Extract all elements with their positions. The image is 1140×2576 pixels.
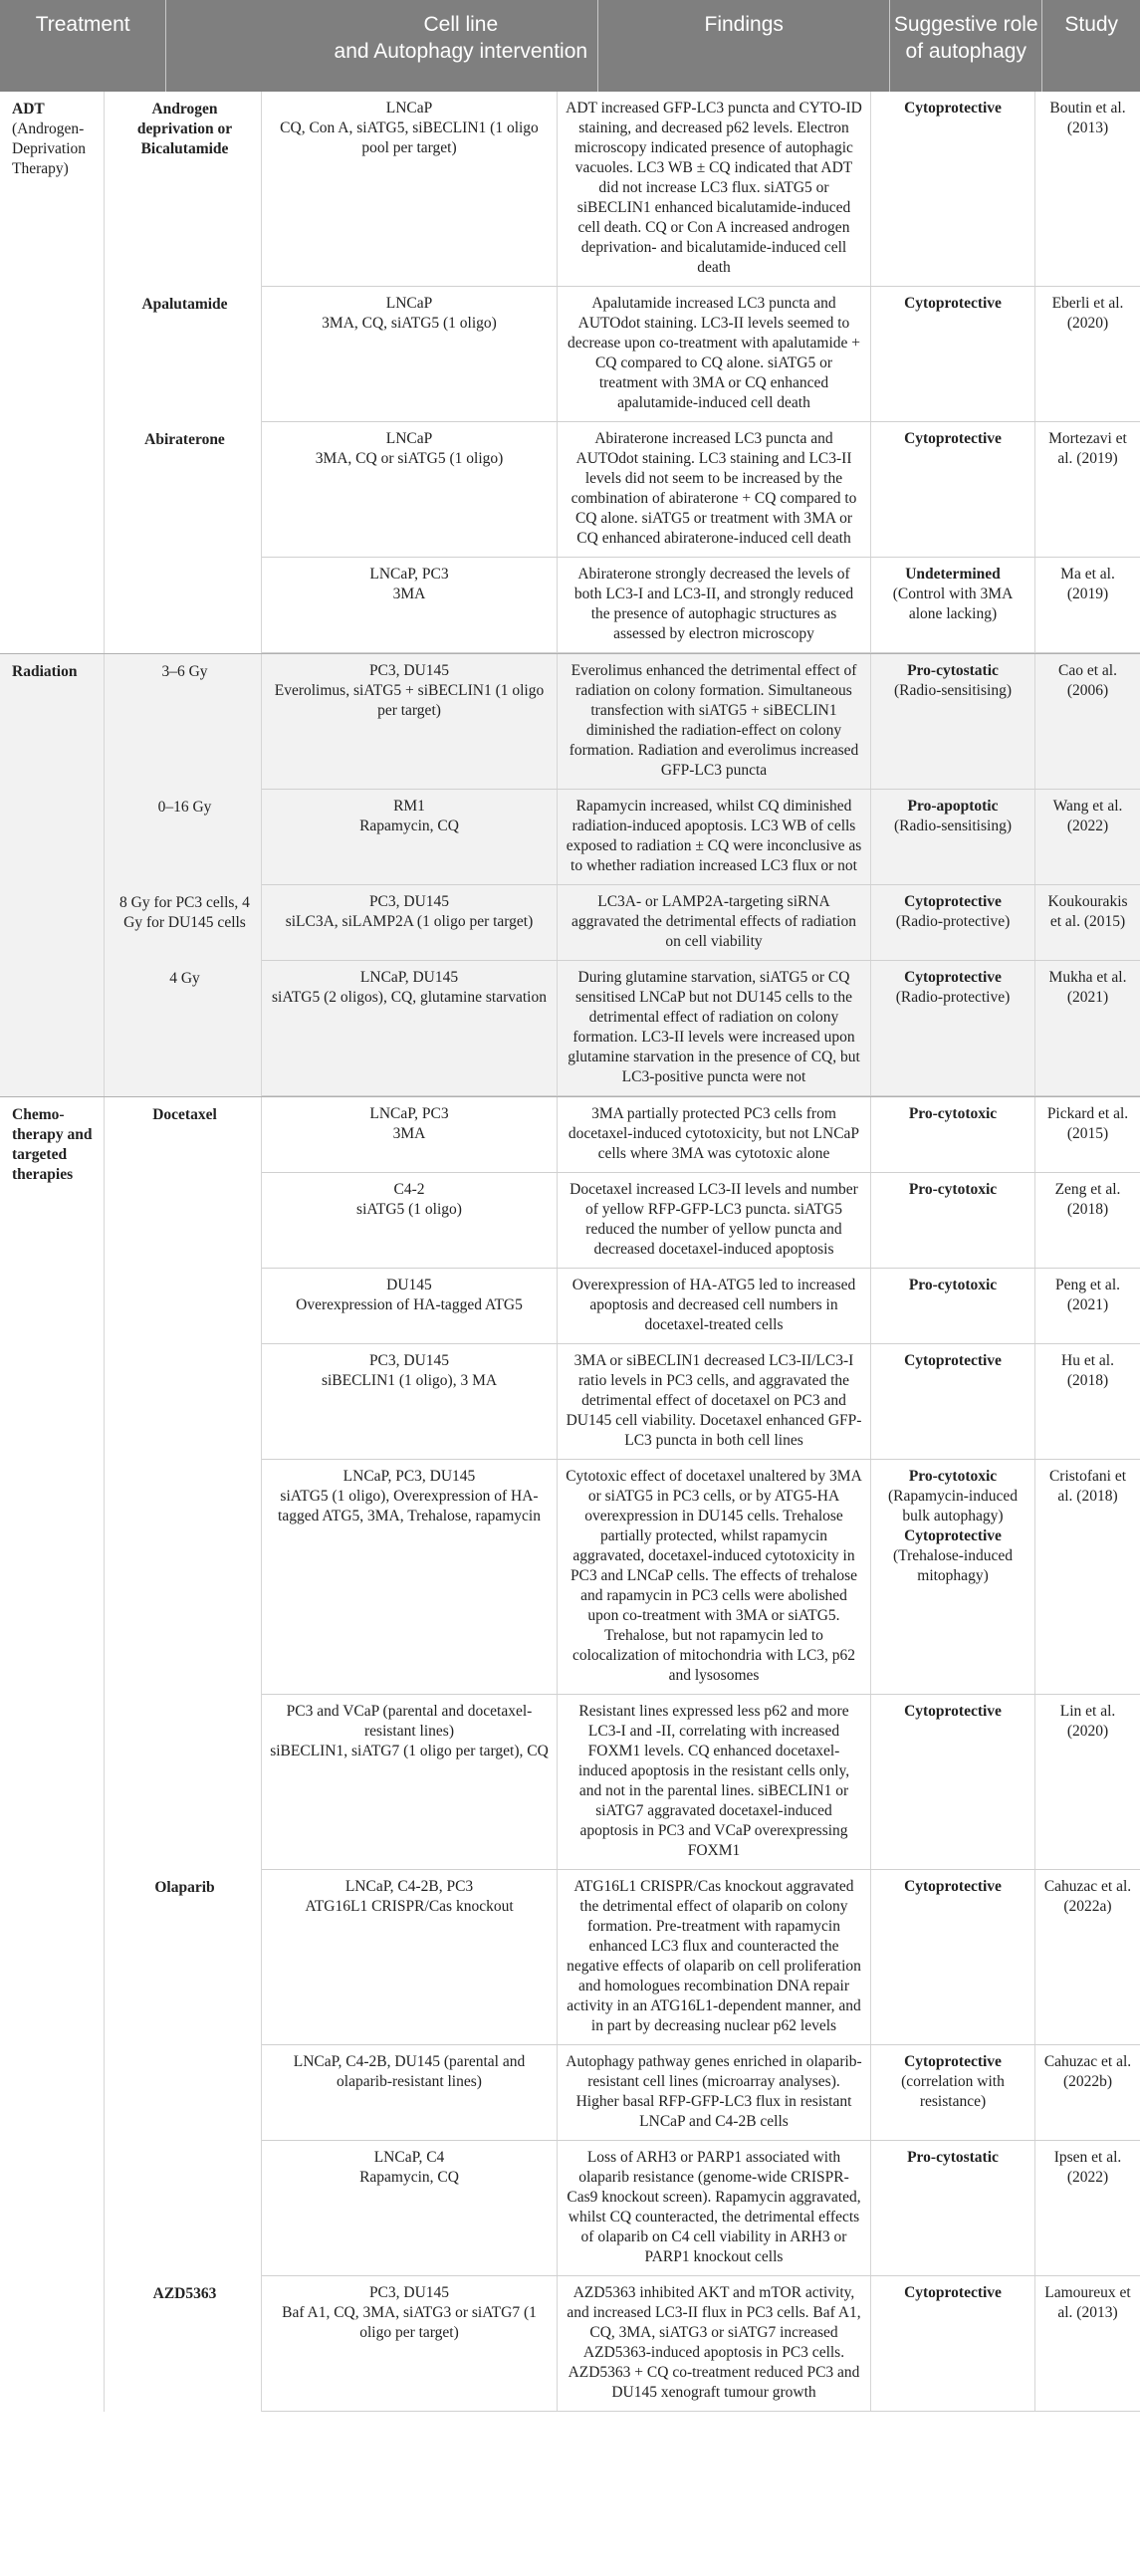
cell-line-line: siBECLIN1, siATG7 (1 oligo per target), CQ [270,1743,549,1759]
cell-line-line: 3MA [392,1125,426,1142]
table-row [262,2045,1140,2141]
role-note-2: (Trehalose-induced mitophagy) [893,1547,1013,1584]
cell-line-line: 3MA, CQ or siATG5 (1 oligo) [315,450,504,467]
findings: Abiraterone strongly decreased the levels of both LC3-I and LC3-II, and strongly reduced the presence of autophagic structures as assessed by electron microscopy [558,558,871,652]
drug-name: 4 Gy [105,961,262,1096]
drug-rows [262,654,1140,790]
cell-line-line: LNCaP, C4-2B, PC3 [344,1878,474,1895]
table-row [262,2141,1140,2276]
role-note: (Radio-protective) [895,989,1011,1006]
cell-line-intervention [262,1460,558,1694]
study-citation: Koukourakis et al. (2015) [1047,893,1128,930]
drug-rows [262,1870,1140,2276]
drug-name: 8 Gy for PC3 cells, 4 Gy for DU145 cells [105,885,262,961]
drug-name: Abiraterone [105,422,262,653]
cell-line-line: Overexpression of HA-tagged ATG5 [296,1296,523,1313]
role-label: Pro-cytostatic [907,2149,999,2166]
cell-line-intervention [262,2276,558,2411]
autophagy-role [871,1269,1035,1343]
study-citation: Eberli et al. (2020) [1051,295,1124,332]
findings: Loss of ARH3 or PARP1 associated with olaparib resistance (genome-wide CRISPR-Cas9 knockout screen). Rapamycin aggravated, whilst CQ counteracted, the detrimental effects of olaparib on C4 cell viability in ARH3 or PARP1 knockout cells [558,2141,871,2275]
cell-line-intervention [262,885,558,960]
drug-rows [262,422,1140,653]
findings: ADT increased GFP-LC3 puncta and CYTO-ID staining, and decreased p62 levels. Electron microscopy indicated presence of autophagic vacuoles. LC3 WB ± CQ indicated that ADT did not increase LC3 flux. siATG5 or siBECLIN1 enhanced bicalutamide-induced cell death. CQ or Con A increased androgen deprivation- and bicalutamide-induced cell death [558,92,871,286]
findings: During glutamine starvation, siATG5 or CQ sensitised LNCaP but not DU145 cells to the detrimental effect of radiation on colony formation. LC3-II levels were increased upon glutamine starvation in the presence of CQ, but LC3-positive puncta were not [558,961,871,1095]
drug-block [105,1870,1140,2276]
cell-line-line: Rapamycin, CQ [359,818,459,834]
role-label: Cytoprotective [904,893,1002,910]
autophagy-role [871,2276,1035,2411]
study-citation: Ma et al. (2019) [1060,566,1115,602]
findings: Apalutamide increased LC3 puncta and AUTOdot staining. LC3-II levels seemed to decrease upon co-treatment with apalutamide + CQ compared to CQ alone. siATG5 or treatment with 3MA or CQ enhanced apalutamide-induced cell death [558,287,871,421]
cell-line-line: LNCaP [385,100,433,117]
treatment-name: ADT [12,101,45,117]
table-row [262,1870,1140,2045]
drug-block [105,287,1140,422]
table-row [262,2276,1140,2412]
autophagy-role [871,422,1035,557]
findings: 3MA partially protected PC3 cells from docetaxel-induced cytotoxicity, but not LNCaP cells where 3MA was cytotoxic alone [558,1097,871,1172]
cell-line-intervention [262,654,558,789]
role-label: Cytoprotective [904,2284,1002,2301]
header-cell-line [324,0,598,92]
cell-line-line: PC3, DU145 [368,2284,450,2301]
study-citation: Cahuzac et al. (2022a) [1043,1878,1132,1915]
autophagy-role [871,1870,1035,2044]
role-label: Pro-cytotoxic [908,1468,998,1485]
autophagy-role [871,2045,1035,2140]
drug-name: 0–16 Gy [105,790,262,885]
header-role [890,0,1042,92]
role-label: Pro-cytostatic [907,662,999,679]
header-findings: Findings [598,0,890,92]
cell-line-line: Rapamycin, CQ [359,2169,459,2186]
table-row [262,1269,1140,1344]
role-label: Pro-cytotoxic [908,1181,998,1198]
cell-line-intervention [262,422,558,557]
treatment-label [0,1097,105,2412]
drug-rows [262,885,1140,961]
autophagy-role [871,1695,1035,1869]
role-label: Pro-apoptotic [907,798,999,815]
role-note: (Radio-sensitising) [894,682,1012,699]
drug-name: Olaparib [105,1870,262,2276]
cell-line-intervention [262,1870,558,2044]
table-row [262,422,1140,558]
cell-line-line: LNCaP, C4-2B, DU145 (parental and olaparib-resistant lines) [293,2053,526,2090]
treatment-label [0,654,105,1096]
findings: AZD5363 inhibited AKT and mTOR activity, and increased LC3-II flux in PC3 cells. Baf A1, CQ, 3MA, siATG3 or siATG7 increased AZD5363-induced apoptosis in PC3 cells. AZD5363 + CQ co-treatment reduced PC3 and DU145 xenograft tumour growth [558,2276,871,2411]
findings: Rapamycin increased, whilst CQ diminished radiation-induced apoptosis. LC3 WB of cells exposed to radiation ± CQ were inconclusive as to whether radiation increased LC3 flux or not [558,790,871,884]
cell-line-line: PC3 and VCaP (parental and docetaxel-resistant lines) [286,1703,533,1740]
cell-line-line: CQ, Con A, siATG5, siBECLIN1 (1 oligo pool per target) [280,119,539,156]
autophagy-role [871,1344,1035,1459]
study-citation: Cristofani et al. (2018) [1048,1468,1127,1505]
role-note: (Radio-protective) [895,913,1011,930]
drug-rows [262,1097,1140,1870]
drug-block [105,790,1140,885]
cell-line-line: LNCaP [385,295,433,312]
role-note: (correlation with resistance) [901,2073,1005,2110]
cell-line-line: DU145 [386,1277,432,1293]
cell-line-intervention [262,1344,558,1459]
findings: LC3A- or LAMP2A-targeting siRNA aggravated the detrimental effects of radiation on cell viability [558,885,871,960]
drug-block [105,1097,1140,1870]
drug-name: Docetaxel [105,1097,262,1870]
header-cell-line-l1: Cell line [423,13,499,36]
cell-line-line: 3MA, CQ, siATG5 (1 oligo) [322,315,497,332]
header-study: Study [1064,13,1119,36]
study-citation: Mukha et al. (2021) [1048,969,1127,1006]
autophagy-role [871,1460,1035,1694]
role-note: (Rapamycin-induced bulk autophagy) [888,1488,1018,1524]
drug-name: 3–6 Gy [105,654,262,790]
role-label: Pro-cytotoxic [908,1105,998,1122]
role-label: Cytoprotective [904,2053,1002,2070]
cell-line-line: 3MA [392,585,426,602]
cell-line-intervention [262,1097,558,1172]
role-label: Cytoprotective [904,1703,1002,1720]
findings: ATG16L1 CRISPR/Cas knockout aggravated the detrimental effect of olaparib on colony formation. Pre-treatment with rapamycin enhanced LC3 flux and counteracted the negative effects of olaparib on cell proliferation and homologues recombination DNA repair activity in an ATG16L1-dependent manner, and in part by decreasing nuclear p62 levels [558,1870,871,2044]
study-citation: Hu et al. (2018) [1061,1352,1114,1389]
cell-line-intervention [262,1173,558,1268]
cell-line-intervention [262,2141,558,2275]
cell-line-intervention [262,287,558,421]
role-note: (Control with 3MA alone lacking) [892,585,1014,622]
cell-line-intervention [262,92,558,286]
drug-rows [262,961,1140,1096]
cell-line-line: Baf A1, CQ, 3MA, siATG3 or siATG7 (1 oligo per target) [282,2304,537,2341]
table-row [262,885,1140,961]
cell-line-intervention [262,1695,558,1869]
study-citation: Cao et al. (2006) [1058,662,1117,699]
study-citation: Ipsen et al. (2022) [1053,2149,1122,2186]
study-citation: Peng et al. (2021) [1055,1277,1120,1313]
role-label: Cytoprotective [904,295,1002,312]
treatment-name: Radiation [12,663,78,680]
table-row [262,1344,1140,1460]
study-citation: Pickard et al. (2015) [1046,1105,1129,1142]
drug-rows [262,92,1140,287]
role-label-2: Cytoprotective [904,1527,1002,1544]
role-label: Pro-cytotoxic [908,1277,998,1293]
study-citation: Zeng et al. (2018) [1054,1181,1121,1218]
drug-block [105,654,1140,790]
header-treatment: Treatment [0,0,166,92]
treatment-group [0,1096,1140,2412]
cell-line-line: LNCaP, PC3 [369,1105,449,1122]
treatment-group [0,92,1140,653]
study-citation: Lin et al. (2020) [1059,1703,1116,1740]
table-row [262,1695,1140,1870]
findings: Cytotoxic effect of docetaxel unaltered by 3MA or siATG5 in PC3 cells, or by ATG5-HA overexpression in DU145 cells. Trehalose partially protected, whilst rapamycin aggravated, docetaxel-induced cytotoxicity in PC3 and LNCaP cells. The effects of trehalose and rapamycin in PC3 cells were abolished upon co-treatment with 3MA or siATG5. Trehalose, but not rapamycin led to colocalization of mitochondria with LC3, p62 and lysosomes [558,1460,871,1694]
drug-name: Apalutamide [105,287,262,422]
cell-line-line: LNCaP [385,430,433,447]
treatment-subname: (Androgen-Deprivation Therapy) [12,120,87,177]
autophagy-role [871,885,1035,960]
study-citation: Wang et al. (2022) [1052,798,1123,834]
role-label: Cytoprotective [904,100,1002,117]
role-label: Cytoprotective [904,430,1002,447]
drug-rows [262,2276,1140,2412]
cell-line-line: LNCaP, DU145 [359,969,459,986]
cell-line-line: LNCaP, C4 [373,2149,445,2166]
cell-line-line: PC3, DU145 [368,1352,450,1369]
table-row [262,1173,1140,1269]
findings: Everolimus enhanced the detrimental effect of radiation on colony formation. Simultaneous transfection with siATG5 + siBECLIN1 diminished the radiation-effect on colony formation. Radiation and everolimus increased GFP-LC3 puncta [558,654,871,789]
cell-line-intervention [262,2045,558,2140]
drug-rows [262,790,1140,885]
cell-line-line: C4-2 [393,1181,425,1198]
cell-line-line: Everolimus, siATG5 + siBECLIN1 (1 oligo per target) [274,682,545,719]
table-row [262,1097,1140,1173]
table-row [262,1460,1140,1695]
table-row [262,558,1140,653]
study-citation: Boutin et al. (2013) [1049,100,1126,136]
findings: Docetaxel increased LC3-II levels and number of yellow RFP-GFP-LC3 puncta. siATG5 reduced the number of yellow puncta and decreased docetaxel-induced apoptosis [558,1173,871,1268]
treatment-name: Chemo-therapy and targeted therapies [12,1106,93,1183]
treatment-rows [105,654,1140,1096]
role-label: Cytoprotective [904,969,1002,986]
header-role-l2: of autophagy [905,40,1026,63]
table-row [262,790,1140,885]
cell-line-line: LNCaP, PC3 [369,566,449,583]
findings: Resistant lines expressed less p62 and more LC3-I and -II, correlating with increased FOXM1 levels. CQ enhanced docetaxel-induced apoptosis in the resistant cells only, and not in the parental lines. siBECLIN1 or siATG7 aggravated docetaxel-induced apoptosis in PC3 and VCaP overexpressing FOXM1 [558,1695,871,1869]
role-label: Cytoprotective [904,1352,1002,1369]
cell-line-line: siBECLIN1 (1 oligo), 3 MA [321,1372,498,1389]
table-row [262,287,1140,422]
drug-block [105,961,1140,1096]
autophagy-role [871,961,1035,1095]
findings: Abiraterone increased LC3 puncta and AUTOdot staining. LC3 staining and LC3-II levels did not seem to be increased by the combination of abiraterone + CQ compared to CQ alone. siATG5 or treatment with 3MA or CQ enhanced abiraterone-induced cell death [558,422,871,557]
autophagy-role [871,558,1035,652]
cell-line-line: siATG5 (1 oligo) [356,1201,462,1218]
cell-line-line: ATG16L1 CRISPR/Cas knockout [305,1898,514,1915]
drug-block [105,885,1140,961]
findings: Autophagy pathway genes enriched in olaparib-resistant cell lines (microarray analyses). Higher basal RFP-GFP-LC3 flux in resistant LNCaP and C4-2B cells [558,2045,871,2140]
treatment-rows [105,92,1140,653]
cell-line-intervention [262,790,558,884]
header-cell-line-l2: and Autophagy intervention [334,40,588,63]
table-body [0,92,1140,2412]
autophagy-role [871,1097,1035,1172]
drug-rows [262,287,1140,422]
cell-line-line: PC3, DU145 [368,662,450,679]
study-citation: Lamoureux et al. (2013) [1044,2284,1131,2321]
cell-line-intervention [262,1269,558,1343]
autophagy-role [871,2141,1035,2275]
role-label: Cytoprotective [904,1878,1002,1895]
treatment-rows [105,1097,1140,2412]
cell-line-line: siATG5 (2 oligos), CQ, glutamine starvation [272,989,547,1006]
findings: Overexpression of HA-ATG5 led to increased apoptosis and decreased cell numbers in docetaxel-treated cells [558,1269,871,1343]
drug-name: Androgen deprivation or Bicalutamide [105,92,262,287]
cell-line-intervention [262,558,558,652]
table-row [262,961,1140,1096]
table-header [0,0,1140,92]
cell-line-line: siLC3A, siLAMP2A (1 oligo per target) [285,913,534,930]
treatment-label [0,92,105,653]
role-note: (Radio-sensitising) [894,818,1012,834]
study-citation: Cahuzac et al. (2022b) [1043,2053,1132,2090]
autophagy-role [871,287,1035,421]
cell-line-line: RM1 [393,798,425,815]
autophagy-role [871,790,1035,884]
drug-block [105,92,1140,287]
role-label: Undetermined [905,566,1001,583]
cell-line-intervention [262,961,558,1095]
autophagy-role [871,1173,1035,1268]
study-citation: Mortezavi et al. (2019) [1048,430,1127,467]
table-row [262,654,1140,790]
drug-block [105,422,1140,653]
header-role-l1: Suggestive role [893,13,1038,36]
treatment-group [0,653,1140,1096]
cell-line-line: siATG5 (1 oligo), Overexpression of HA-tagged ATG5, 3MA, Trehalose, rapamycin [278,1488,541,1524]
findings: 3MA or siBECLIN1 decreased LC3-II/LC3-I ratio levels in PC3 cells, and aggravated the detrimental effect of docetaxel on PC3 and DU145 cell viability. Docetaxel enhanced GFP-LC3 puncta in both cell lines [558,1344,871,1459]
autophagy-role [871,92,1035,286]
cell-line-line: LNCaP, PC3, DU145 [342,1468,476,1485]
autophagy-role [871,654,1035,789]
table-row [262,92,1140,287]
drug-block [105,2276,1140,2412]
drug-name: AZD5363 [105,2276,262,2412]
cell-line-line: PC3, DU145 [368,893,450,910]
